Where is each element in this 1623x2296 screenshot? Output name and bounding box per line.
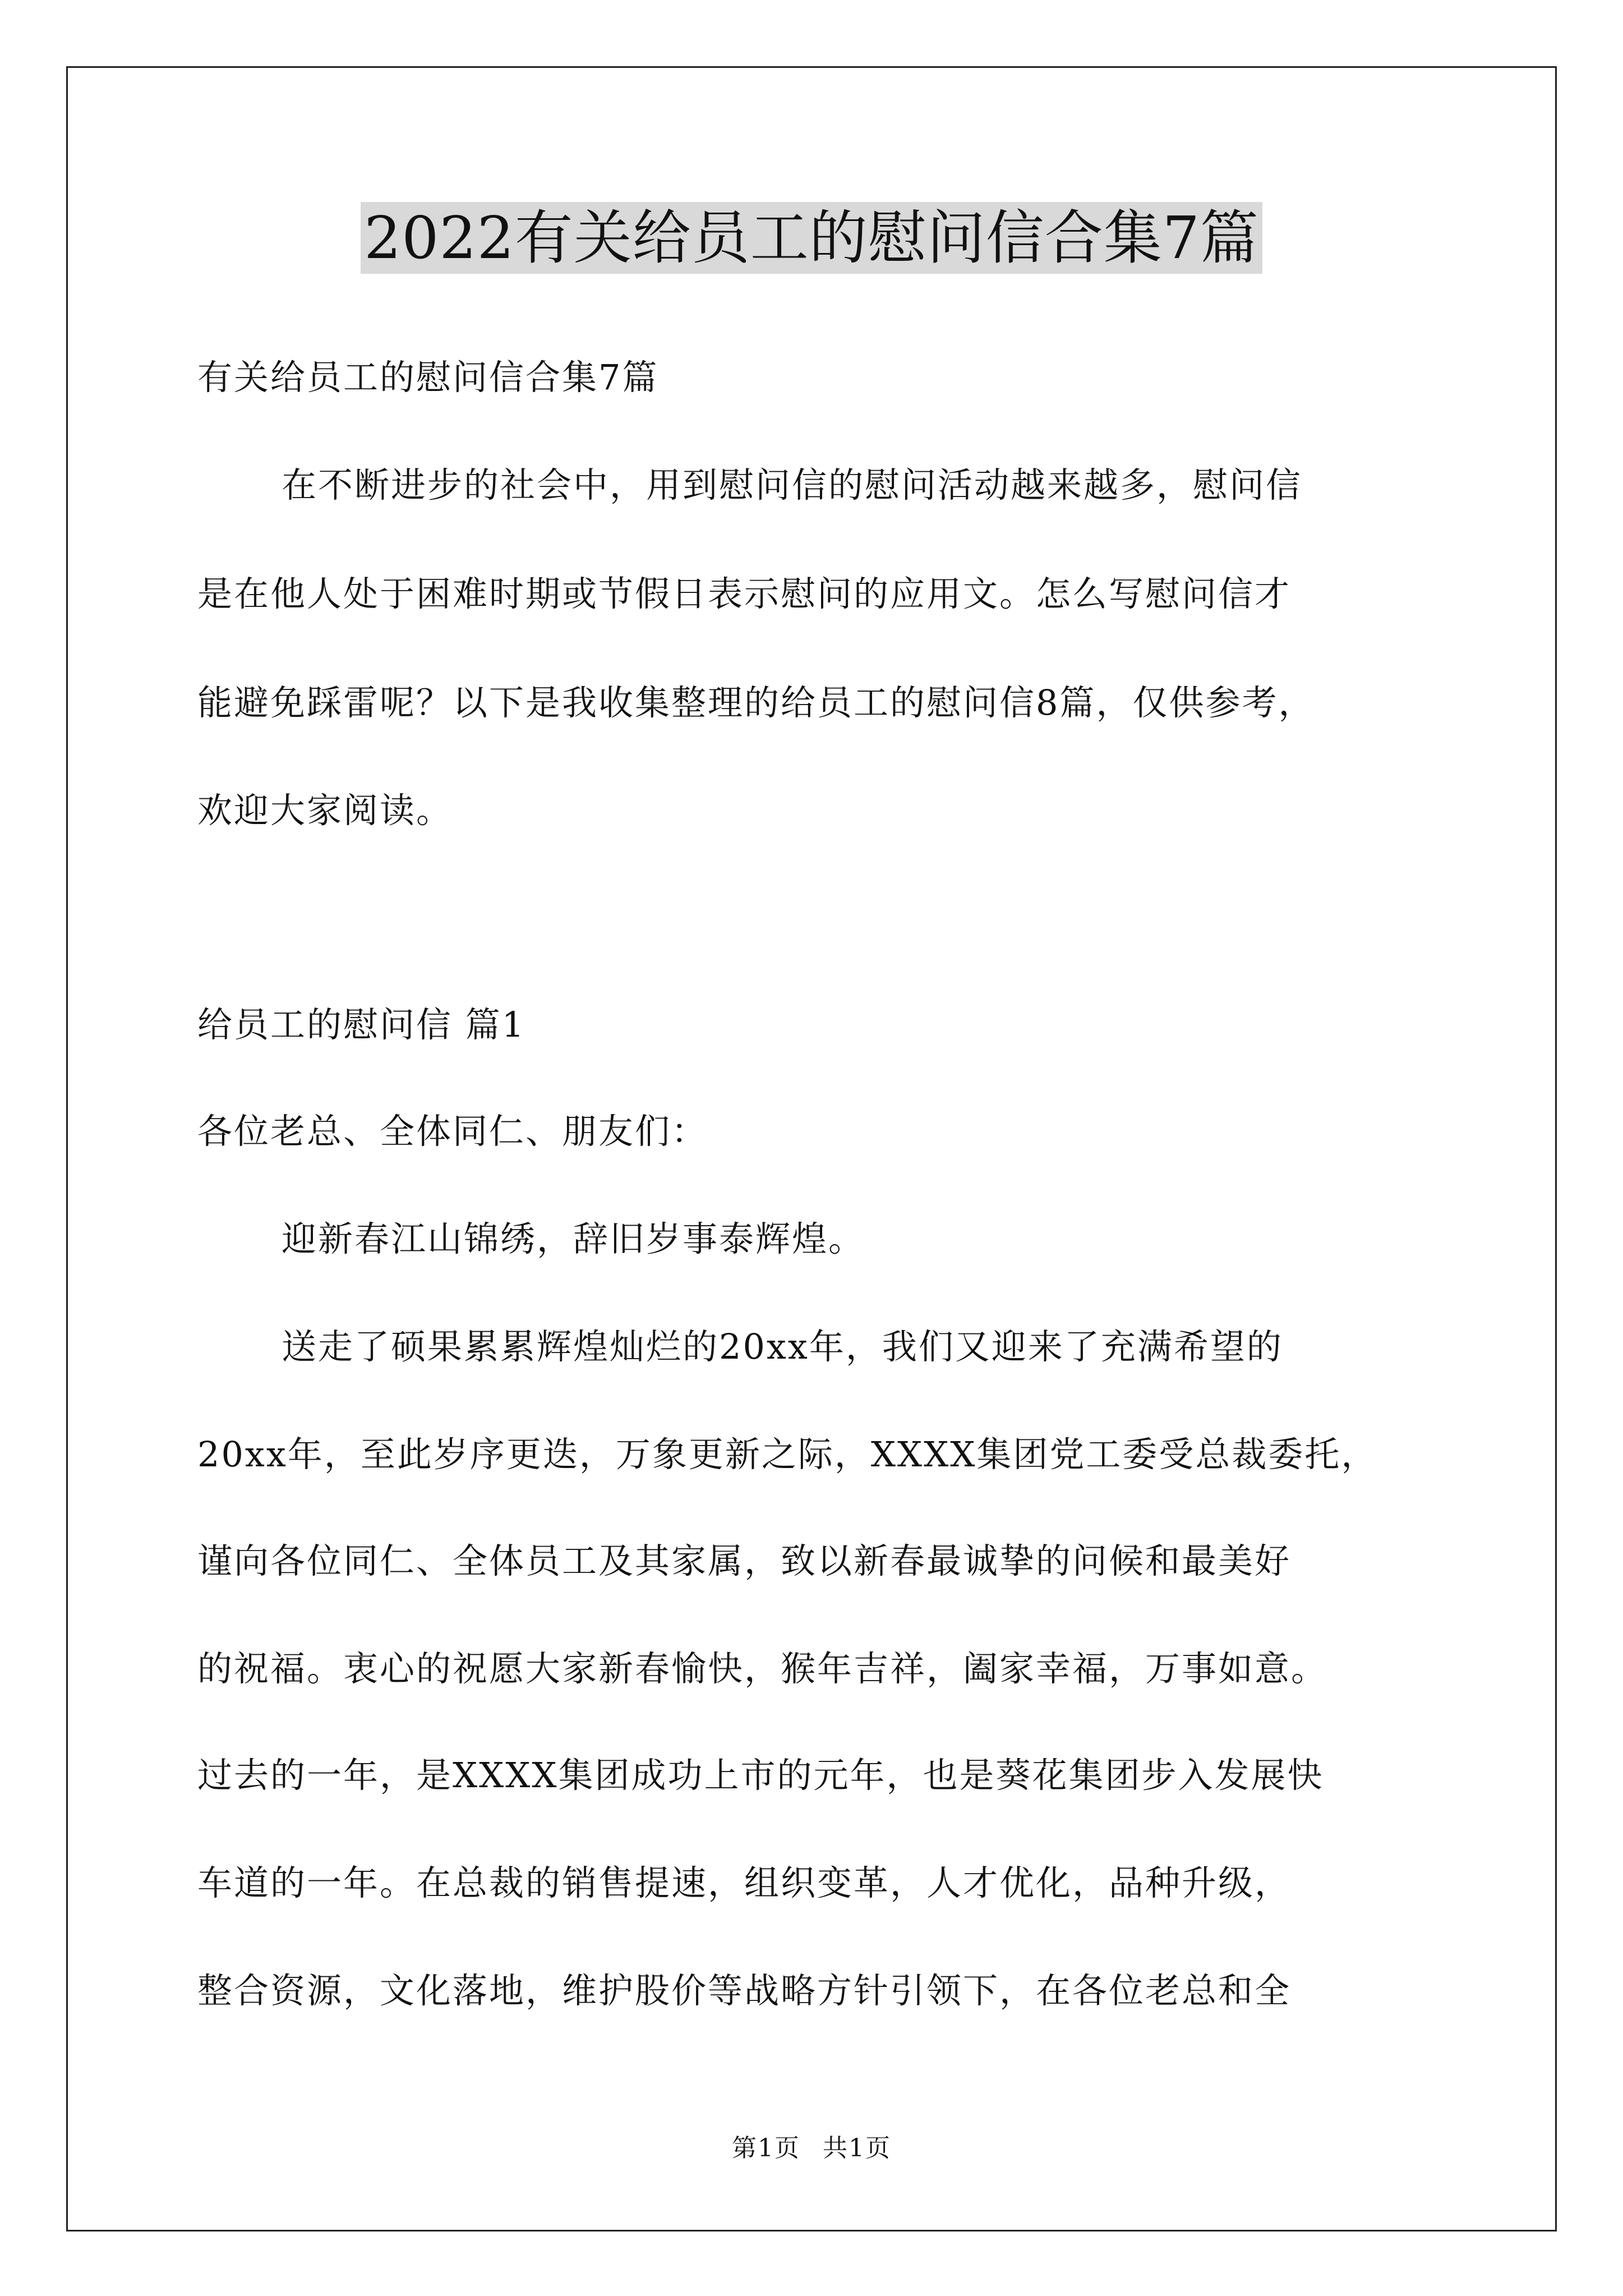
page-number: 第1页	[732, 2134, 800, 2162]
document-title: 2022有关给员工的慰问信合集7篇	[361, 202, 1262, 274]
page-total: 共1页	[823, 2134, 891, 2162]
body-line-6: 车道的一年。在总裁的销售提速，组织变革，人才优化，品种升级，	[197, 1862, 1292, 1903]
greeting: 迎新春江山锦绣，辞旧岁事泰辉煌。	[282, 1218, 865, 1259]
title-wrap	[0, 202, 1623, 274]
page-footer	[0, 2132, 1623, 2165]
body-line-5: 过去的一年，是XXXX集团成功上市的元年，也是葵花集团步入发展快	[197, 1755, 1324, 1796]
intro-line-4: 欢迎大家阅读。	[197, 790, 453, 831]
intro-line-3: 能避免踩雷呢？以下是我收集整理的给员工的慰问信8篇，仅供参考，	[197, 682, 1315, 723]
body-line-1: 送走了硕果累累辉煌灿烂的20xx年，我们又迎来了充满希望的	[282, 1326, 1283, 1367]
body-line-4: 的祝福。衷心的祝愿大家新春愉快，猴年吉祥，阖家幸福，万事如意。	[197, 1648, 1328, 1689]
intro-line-1: 在不断进步的社会中，用到慰问信的慰问活动越来越多，慰问信	[282, 464, 1303, 505]
body-line-2: 20xx年，至此岁序更迭，万象更新之际，XXXX集团党工委受总裁委托，	[197, 1434, 1378, 1475]
salutation: 各位老总、全体同仁、朋友们：	[197, 1111, 708, 1152]
section-heading: 给员工的慰问信 篇1	[197, 1004, 526, 1045]
subtitle: 有关给员工的慰问信合集7篇	[197, 357, 659, 398]
intro-line-2: 是在他人处于困难时期或节假日表示慰问的应用文。怎么写慰问信才	[197, 573, 1292, 614]
body-line-7: 整合资源，文化落地，维护股价等战略方针引领下，在各位老总和全	[197, 1970, 1292, 2011]
body-line-3: 谨向各位同仁、全体员工及其家属，致以新春最诚挚的问候和最美好	[197, 1540, 1292, 1581]
